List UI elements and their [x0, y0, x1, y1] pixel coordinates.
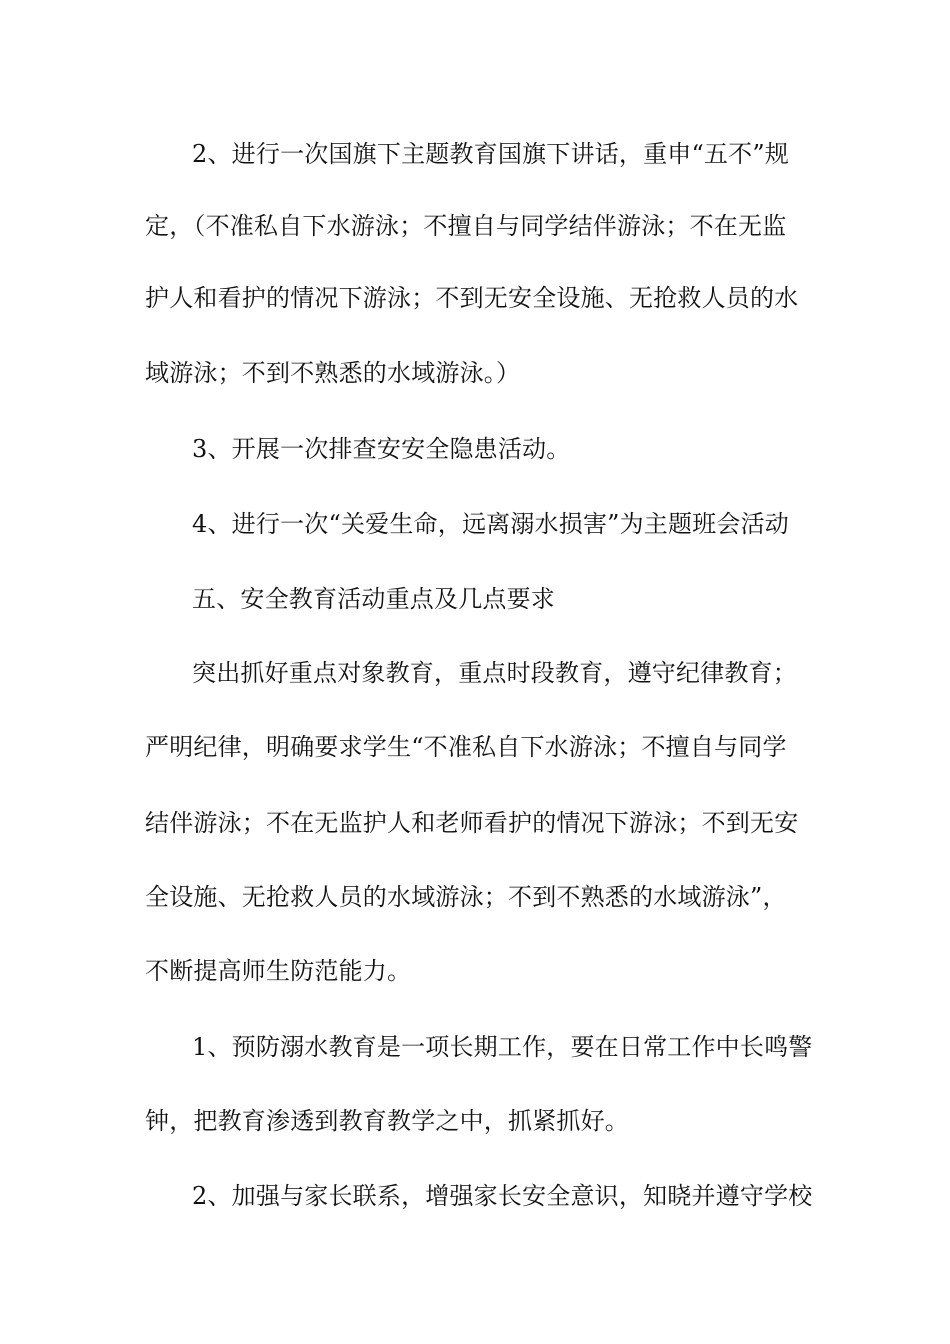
section-heading: 五、安全教育活动重点及几点要求	[192, 585, 555, 613]
paragraph-line: 2、加强与家长联系，增强家长安全意识，知晓并遵守学校	[192, 1182, 813, 1210]
paragraph-line: 严明纪律，明确要求学生“不准私自下水游泳；不擅自与同学	[145, 733, 787, 761]
paragraph-line: 定，（不准私自下水游泳；不擅自与同学结伴游泳；不在无监	[145, 212, 787, 240]
paragraph-line: 突出抓好重点对象教育，重点时段教育，遵守纪律教育；	[192, 659, 797, 687]
paragraph-line: 4、进行一次“关爱生命，远离溺水损害”为主题班会活动	[192, 510, 790, 538]
paragraph-line: 3、开展一次排查安安全隐患活动。	[192, 435, 571, 463]
paragraph-line: 结伴游泳；不在无监护人和老师看护的情况下游泳；不到无安	[145, 809, 799, 837]
paragraph-line: 1、预防溺水教育是一项长期工作，要在日常工作中长鸣警	[192, 1033, 813, 1061]
paragraph-line: 护人和看护的情况下游泳；不到无安全设施、无抢救人员的水	[145, 284, 799, 312]
paragraph-line: 2、进行一次国旗下主题教育国旗下讲话，重申“五不”规	[192, 140, 790, 168]
paragraph-line: 域游泳；不到不熟悉的水域游泳。）	[145, 359, 521, 387]
paragraph-line: 全设施、无抢救人员的水域游泳；不到不熟悉的水域游泳”，	[145, 883, 787, 911]
paragraph-line: 钟，把教育渗透到教育教学之中，抓紧抓好。	[145, 1107, 629, 1135]
paragraph-line: 不断提高师生防范能力。	[145, 957, 412, 985]
